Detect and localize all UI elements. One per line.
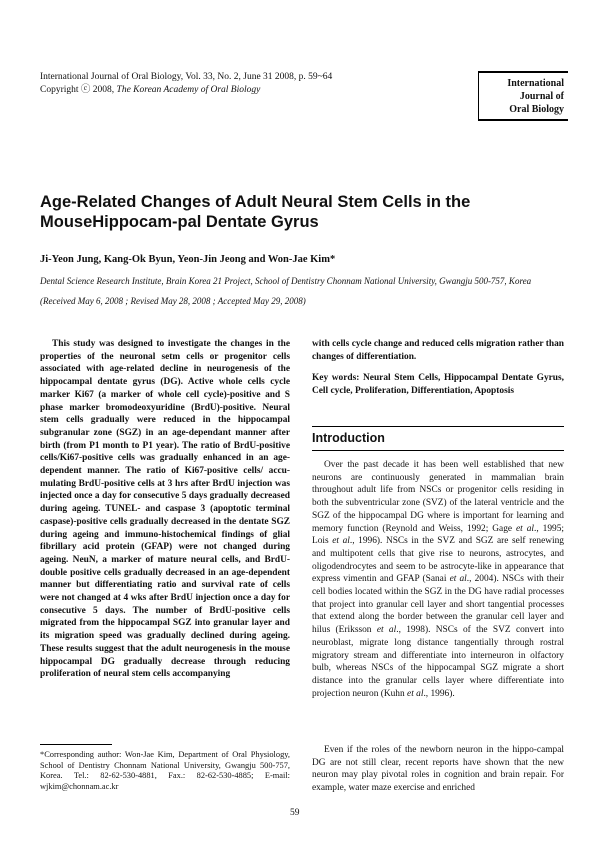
author-list: Ji-Yeon Jung, Kang-Ok Byun, Yeon-Jin Jeong and Won-Jae Kim* <box>40 254 336 265</box>
keywords: Key words: Neural Stem Cells, Hippocampal Dentate Gyrus, Cell cycle, Proliferation, Differentiation, Apoptosis <box>312 373 564 396</box>
received-dates: (Received May 6, 2008 ; Revised May 28, 2008 ; Accepted May 29, 2008) <box>40 296 306 306</box>
text-run: ., 1996). NSCs in the SVZ and SGZ are self renewing and multipotent cells that give rise to neurons, astrocytes, and oligodendrocytes and seem to be astrocyte-like in appearance that express vimentin and GFAP (Sanai <box>312 536 564 585</box>
copyright-prefix: Copyright ⓒ 2008, <box>40 85 117 95</box>
journal-box-line: International <box>507 78 564 89</box>
article-title: Age-Related Changes of Adult Neural Stem Cells in the MouseHippocam-pal Dentate Gyrus <box>40 193 471 231</box>
journal-box-line: Oral Biology <box>509 104 564 115</box>
text-run: et al <box>449 574 467 585</box>
text-run: et al <box>516 523 535 534</box>
text-run: ., 1995; Lois <box>312 523 565 547</box>
introduction-paragraph-1 <box>312 459 564 700</box>
introduction-heading: Introduction <box>312 431 385 445</box>
copyright-line <box>40 84 260 96</box>
text-run: Over the past decade it has been well established that new neurons are continuously generated in mammalian brain throughout adult life from NSCs or progenitor cells residing in both the subventricular zone (SVZ) of the lateral ventricle and the SGZ of the hippocampal DG where is important for learning and memory function (Reynold and Weiss, 1992; Gage <box>312 460 564 534</box>
footnote-rule <box>40 744 112 745</box>
text-run: ., 1998). NSCs of the SVZ convert into neuroblast, migrate long distance tangentially through rostral migratory stream and differentiate into interneuron in olfactory bulb, whereas NSCs of the hippocampal SGZ migrate a short distance into the granular cells layer where differentiate into projection neuron (Kuhn <box>312 625 564 699</box>
section-rule-top <box>312 426 564 427</box>
affiliation: Dental Science Research Institute, Brain Korea 21 Project, School of Dentistry Chonnam National University, Gwangju 500-757, Korea <box>40 276 532 286</box>
text-run: ., 1996). <box>423 688 455 699</box>
page-number: 59 <box>290 808 300 818</box>
abstract-column-1: This study was designed to investigate the changes in the properties of the neuronal setm cells or progenitor cells associated with age-related decline in neurogenesis of the hippocampal dentate gyrus (DG). Active whole cells cycle marker Ki67 (a marker of whole cell cycle)-positive and S phase marker bromodeoxyuridine (BrdU)-positive. Neural stem cells gradually were reduced in the hippocampal subgranular zone (SGZ) in an age-dependant manner after birth (from P1 month to P1 year). The ratio of BrdU-positive cells/Ki67-positive cells was gradually enhanced in an age-dependent manner. The ratio of Ki67-positive cells/ accu-mulating BrdU-positive cells at 3 hrs after BrdU injection was injected once a day for consecutive 5 days gradually decreased during ageing. TUNEL- and caspase 3 (apoptotic terminal caspase)-positive cells gradually decreased in the dentate SGZ during ageing and immuno-histochemical findings of glial fibrillary acid protein (GFAP) were not changed during ageing. NeuN, a marker of mature neural cells, and BrdU-double positive cells gradually decreased in an age-dependent manner but differentiating ratio and survival rate of cells were not changed at 4 wks after BrdU injection once a day for consecutive 5 days. The number of BrdU-positive cells migrated from the hippocampal SGZ into granular layer and its migration speed was gradually declined during ageing. These results suggest that the adult neurogenesis in the mouse hippocampal DG gradually decrease through reducing proliferation of neural stem cells accompanying <box>40 339 290 680</box>
section-rule-bottom <box>312 450 564 451</box>
journal-name-box <box>478 71 568 121</box>
text-run: et al <box>407 688 424 699</box>
introduction-paragraph-2: Even if the roles of the newborn neuron in the hippo-campal DG are not still clear, recent reports have shown that the new neuron may play pivotal roles in cognition and brain repair. For example, water maze exercise and enriched <box>312 745 564 794</box>
corresponding-author-footnote: *Corresponding author: Won-Jae Kim, Department of Oral Physiology, School of Dentistry Chonnam National University, Gwangju 500-757, Korea. Tel.: 82-62-530-4881, Fax.: 82-62-530-4885; E-mail: wjkim@chonnam.ac.kr <box>40 750 290 791</box>
text-run: ., 2004). NSCs with their cell bodies located within the SGZ in the DG have radial processes that project into granular cell layer and short tangential processes that extend along the border between the granular cell layer and hilus (Eriksson <box>312 574 564 636</box>
abstract-column-2: with cells cycle change and reduced cells migration rather than changes of differentiation. <box>312 339 564 362</box>
text-run: et al <box>332 536 350 547</box>
copyright-org: The Korean Academy of Oral Biology <box>116 85 261 95</box>
journal-box-line: Journal of <box>519 91 564 102</box>
text-run: et al <box>376 625 397 636</box>
journal-citation: International Journal of Oral Biology, Vol. 33, No. 2, June 31 2008, p. 59~64 <box>40 72 333 82</box>
